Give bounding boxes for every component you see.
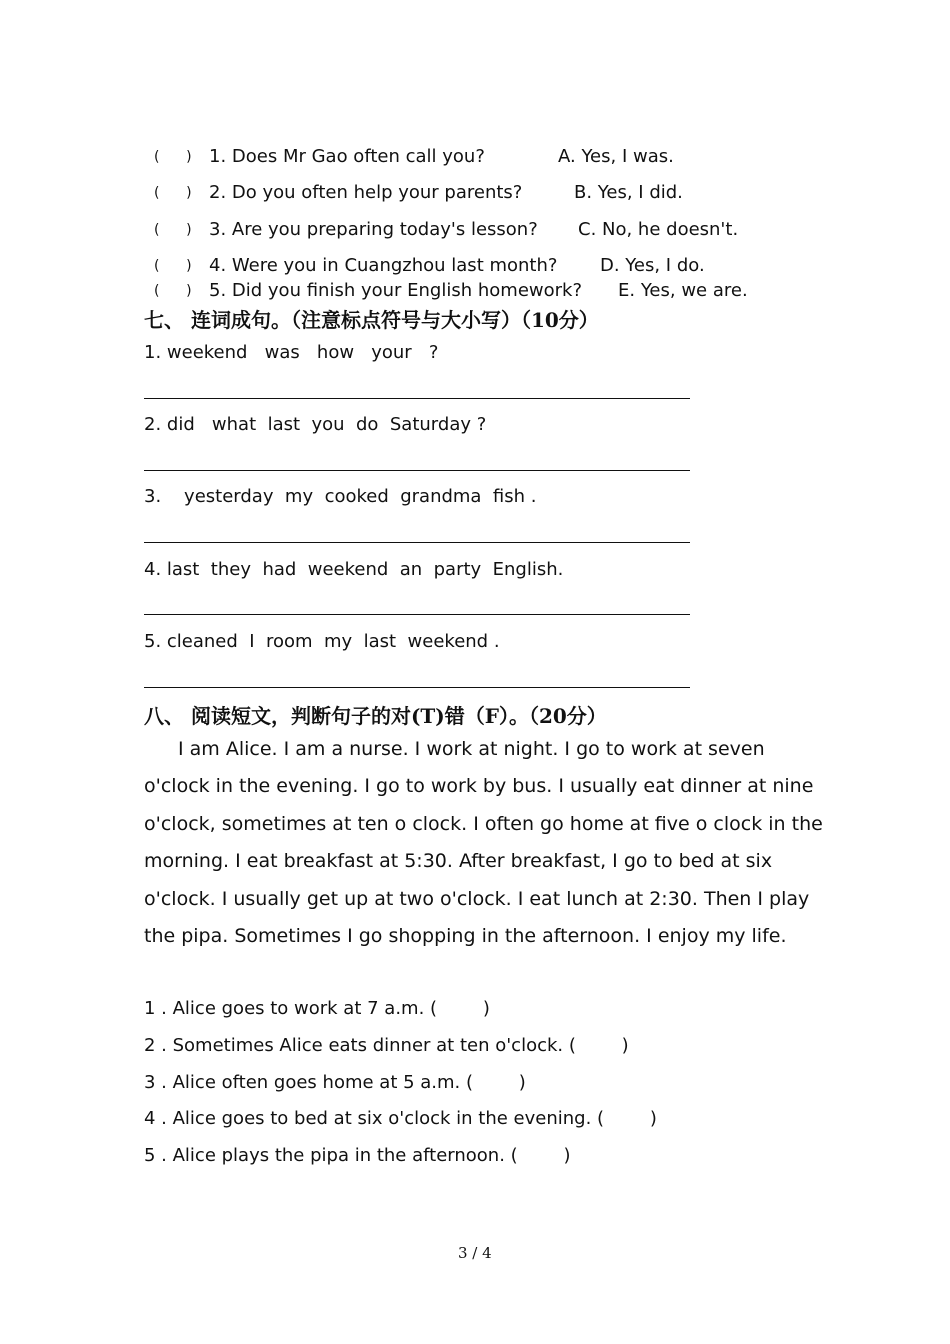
answer-line[interactable]	[144, 614, 690, 615]
matching-answer: D. Yes, I do.	[600, 255, 705, 276]
statement-item[interactable]: 5 . Alice plays the pipa in the afternoon. ( )	[144, 1145, 571, 1166]
matching-answer: E. Yes, we are.	[618, 280, 748, 301]
matching-answer: C. No, he doesn't.	[578, 219, 739, 240]
answer-blank[interactable]: ( )	[154, 149, 192, 165]
matching-question: 3. Are you preparing today's lesson?	[209, 219, 538, 240]
statement-item[interactable]: 2 . Sometimes Alice eats dinner at ten o'clock. ( )	[144, 1035, 629, 1056]
answer-line[interactable]	[144, 398, 690, 399]
matching-answer: A. Yes, I was.	[558, 146, 674, 167]
page-number: 3 / 4	[458, 1244, 492, 1262]
answer-blank[interactable]: ( )	[154, 283, 192, 299]
scrambled-sentence: 1. weekend was how your ?	[144, 342, 439, 363]
scrambled-sentence: 4. last they had weekend an party English.	[144, 559, 564, 580]
passage-text: I am Alice. I am a nurse. I work at night. I go to work at seven o'clock in the evening. I go to work by bus. I usually eat dinner at nine o'clock, sometimes at ten o clock. I often go home at five o clock in the morning. I eat breakfast at 5:30. After breakfast, I go to bed at six o'clock. I usually get up at two o'clock. I eat lunch at 2:30. Then I play the pipa. Sometimes I go shopping in the afternoon. I enjoy my life.	[144, 738, 823, 948]
scrambled-sentence: 2. did what last you do Saturday ?	[144, 414, 487, 435]
answer-line[interactable]	[144, 687, 690, 688]
matching-question: 1. Does Mr Gao often call you?	[209, 146, 485, 167]
statement-item[interactable]: 1 . Alice goes to work at 7 a.m. ( )	[144, 998, 490, 1019]
matching-question: 2. Do you often help your parents?	[209, 182, 523, 203]
matching-question: 5. Did you finish your English homework?	[209, 280, 583, 301]
answer-blank[interactable]: ( )	[154, 185, 192, 201]
answer-blank[interactable]: ( )	[154, 222, 192, 238]
statement-item[interactable]: 4 . Alice goes to bed at six o'clock in the evening. ( )	[144, 1108, 657, 1129]
matching-answer: B. Yes, I did.	[574, 182, 683, 203]
answer-line[interactable]	[144, 470, 690, 471]
matching-question: 4. Were you in Cuangzhou last month?	[209, 255, 558, 276]
scrambled-sentence: 5. cleaned I room my last weekend .	[144, 631, 500, 652]
answer-line[interactable]	[144, 542, 690, 543]
section-8-heading: 八、 阅读短文，判断句子的对(T)错（F）。（20分）	[144, 704, 607, 728]
scrambled-sentence: 3. yesterday my cooked grandma fish .	[144, 486, 537, 507]
section-7-heading: 七、 连词成句。（注意标点符号与大小写）（10分）	[144, 308, 599, 332]
answer-blank[interactable]: ( )	[154, 258, 192, 274]
statement-item[interactable]: 3 . Alice often goes home at 5 a.m. ( )	[144, 1072, 526, 1093]
reading-passage	[144, 731, 824, 955]
